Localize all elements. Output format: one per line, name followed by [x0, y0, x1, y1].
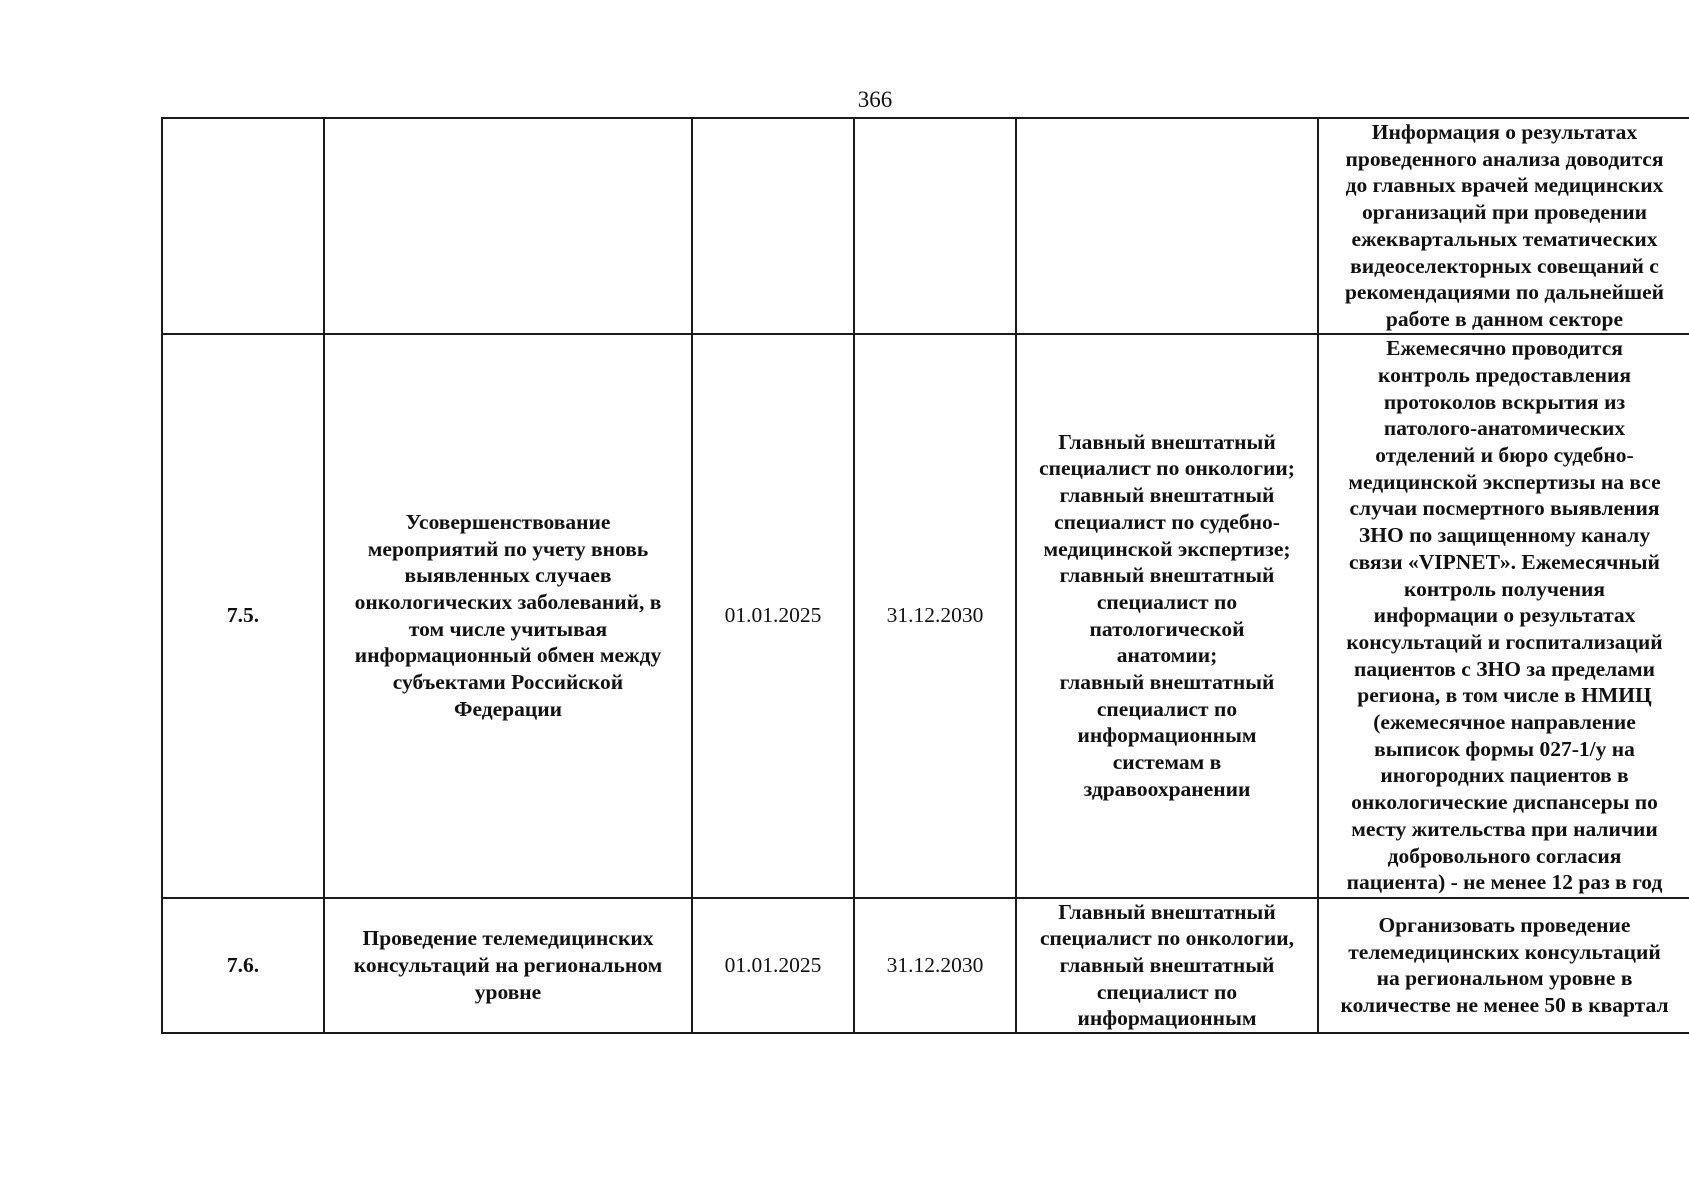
measure-name: Усовершенствование мероприятий по учету вновь выявленных случаев онкологических заболеваний, в том числе учитывая информационный обмен между субъектами Российской Федерации — [354, 509, 662, 721]
end-date-cell — [854, 118, 1016, 334]
result-cell — [1318, 898, 1689, 1034]
end-date-cell — [854, 334, 1016, 898]
measure-name: Проведение телемедицинских консультаций на региональном уровне — [353, 926, 663, 1004]
measure-name-cell — [324, 898, 692, 1034]
responsible-cell — [1016, 898, 1318, 1034]
end-date-cell — [854, 898, 1016, 1034]
result-text: Ежемесячно проводится контроль предоставления протоколов вскрытия из патолого-анатомических отделений и бюро судебно- медицинской экспертизы на все случаи посмертного выявления ЗНО по защищенному каналу связи «VIPNET». Ежемесячный контроль получения информации о результатах консультаций и госпитализаций пациентов с ЗНО за пределами региона, в том числе в НМИЦ (ежемесячное направление выписок формы 027-1/у на иногородних пациентов в онкологические диспансеры по месту жительства при наличии добровольного согласия пациента) - не менее 12 раз в год — [1346, 336, 1663, 895]
start-date-cell — [692, 334, 854, 898]
start-date-cell — [692, 898, 854, 1034]
table-row — [162, 118, 1689, 334]
result-text: Организовать проведение телемедицинских консультаций на региональном уровне в количестве не менее 50 в квартал — [1340, 912, 1669, 1018]
responsible-cell — [1016, 118, 1318, 334]
table-row — [162, 898, 1689, 1034]
row-number-cell — [162, 334, 324, 898]
row-number: 7.5. — [226, 603, 260, 628]
result-cell — [1318, 334, 1689, 898]
row-number-cell — [162, 898, 324, 1034]
measures-table — [161, 117, 1689, 1034]
measure-name-cell — [324, 118, 692, 334]
end-date: 31.12.2030 — [886, 603, 984, 628]
responsible-text: Главный внештатный специалист по онкологии; главный внештатный специалист по судебно- медицинской экспертизе; главный внештатный специалист по патологической анатомии; главный внештатный специалист по информационным системам в здравоохранении — [1039, 429, 1295, 801]
start-date: 01.01.2025 — [724, 603, 822, 628]
start-date-cell — [692, 118, 854, 334]
row-number-cell — [162, 118, 324, 334]
measure-name-cell — [324, 334, 692, 898]
page-number: 366 — [857, 87, 893, 112]
row-number: 7.6. — [226, 953, 260, 978]
table-row — [162, 334, 1689, 898]
end-date: 31.12.2030 — [886, 953, 984, 978]
result-text: Информация о результатах проведенного анализа доводится до главных врачей медицинских организаций при проведении ежеквартальных тематических видеоселекторных совещаний с рекомендациями по дальнейшей работе в данном секторе — [1344, 120, 1665, 331]
result-cell — [1318, 118, 1689, 334]
start-date: 01.01.2025 — [724, 953, 822, 978]
responsible-text: Главный внештатный специалист по онкологии, главный внештатный специалист по информационным — [1039, 899, 1295, 1031]
responsible-cell — [1016, 334, 1318, 898]
